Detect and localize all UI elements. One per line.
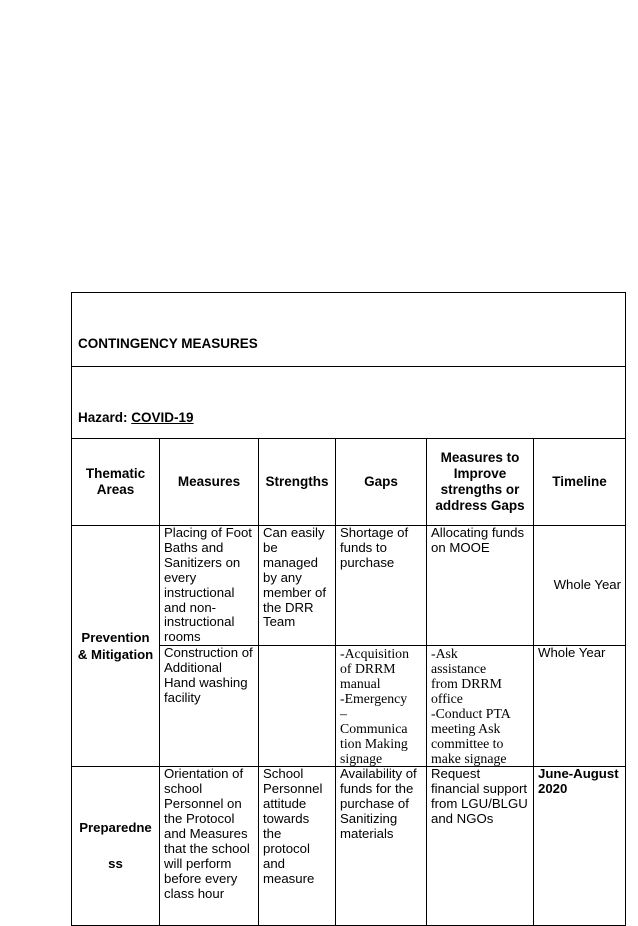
strengths-cell: Can easily be managed by any member of the DRR Team <box>259 526 336 646</box>
header-row <box>72 439 626 526</box>
hazard-value: COVID-19 <box>131 410 194 426</box>
improve-cell: Request financial support from LGU/BLGU and NGOs <box>427 767 534 926</box>
improve-cell: -Ask assistance from DRRM office -Conduct PTA meeting Ask committee to make signage <box>427 646 534 767</box>
header-gaps: Gaps <box>336 439 427 526</box>
thematic-area-prevention: Prevention & Mitigation <box>72 526 160 767</box>
thematic-area-preparedness: Preparedne ss <box>72 767 160 926</box>
timeline-cell: Whole Year <box>534 646 626 767</box>
gaps-cell: -Acquisition of DRRM manual -Emergency – Communica tion Making signage <box>336 646 427 767</box>
gaps-cell: Availability of funds for the purchase of Sanitizing materials <box>336 767 427 926</box>
header-thematic-areas: Thematic Areas <box>72 439 160 526</box>
title-text: CONTINGENCY MEASURES <box>78 336 258 352</box>
table-row <box>72 526 626 646</box>
measures-cell: Orientation of school Personnel on the Protocol and Measures that the school will perform before every class hour <box>160 767 259 926</box>
measures-cell: Construction of Additional Hand washing facility <box>160 646 259 767</box>
measures-cell: Placing of Foot Baths and Sanitizers on every instructional and non- instructional rooms <box>160 526 259 646</box>
strengths-cell: School Personnel attitude towards the protocol and measure <box>259 767 336 926</box>
timeline-cell: June-August 2020 <box>534 767 626 926</box>
strengths-cell <box>259 646 336 767</box>
timeline-cell: Whole Year <box>534 526 626 646</box>
contingency-table <box>71 292 626 926</box>
hazard-label: Hazard: <box>78 410 128 426</box>
table-title <box>72 293 626 367</box>
hazard-row <box>72 367 626 439</box>
improve-cell: Allocating funds on MOOE <box>427 526 534 646</box>
header-measures: Measures <box>160 439 259 526</box>
header-timeline: Timeline <box>534 439 626 526</box>
gaps-cell: Shortage of funds to purchase <box>336 526 427 646</box>
header-measures-to-improve: Measures to Improve strengths or address Gaps <box>427 439 534 526</box>
header-strengths: Strengths <box>259 439 336 526</box>
